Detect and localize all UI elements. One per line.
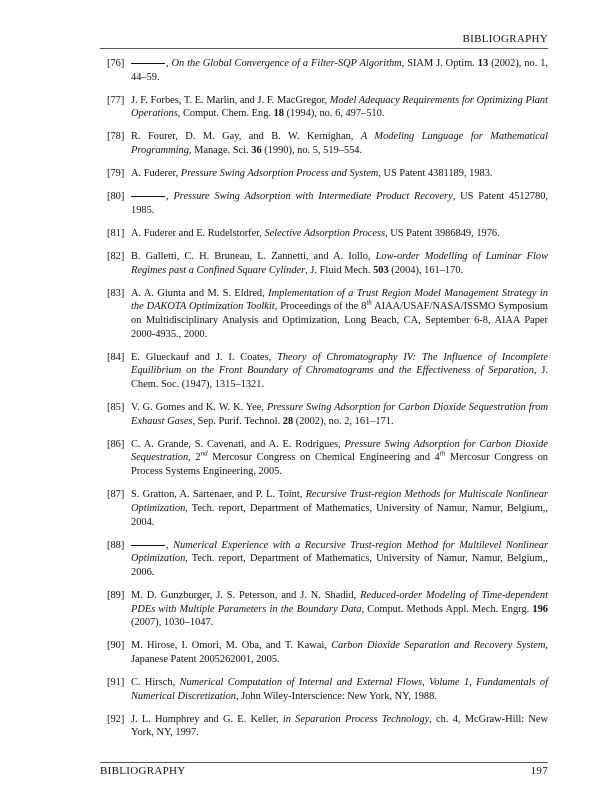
bib-volume: 28 [282, 415, 294, 427]
bib-text: , [166, 539, 174, 551]
same-author-dash [131, 63, 165, 64]
bib-text: Mercosur Congress on Chemical Engineering and 4 [207, 452, 440, 464]
bib-entry-label: [92] [107, 713, 125, 725]
bib-entry-label: [87] [107, 489, 125, 501]
same-author-dash [131, 545, 165, 546]
bib-text: (2002), no. 1, 44–59. [131, 58, 549, 83]
bib-volume: 36 [251, 145, 262, 157]
bib-title: A Modeling Language for Mathematical Programming [131, 131, 548, 157]
bib-text: , SIAM J. Optim. [401, 58, 478, 69]
bib-text: C. Hirsch, [131, 677, 180, 689]
bib-text: M. D. Gunzburger, J. S. Peterson, and J. N. Shadid, [131, 589, 361, 601]
bib-title: Carbon Dioxide Separation and Recovery System [331, 640, 546, 652]
bib-entry [100, 227, 548, 241]
bib-title: Theory of Chromatography IV: The Influence of Incomplete Equilibrium on the Front Boundary of Chromatograms and the Effectiveness of Separation [131, 351, 548, 377]
bib-text: , US Patent 4512780, 1985. [131, 191, 548, 216]
bib-text: E. Glueckauf and J. I. Coates, [131, 351, 278, 363]
superscript: th [439, 449, 446, 458]
superscript: nd [200, 449, 208, 458]
same-author-dash [131, 196, 165, 197]
footer-section-title: BIBLIOGRAPHY [100, 765, 186, 777]
bib-text: , US Patent 3986849, 1976. [385, 227, 500, 239]
running-header: BIBLIOGRAPHY [462, 33, 548, 45]
bib-text: S. Gratton, A. Sartenaer, and P. L. Toint, [131, 489, 306, 501]
bib-volume: 13 [477, 58, 489, 69]
bib-text: , Proceedings of the 8 [274, 301, 367, 313]
bib-text: V. G. Gomes and K. W. K. Yee, [131, 402, 267, 414]
bib-entry [100, 713, 548, 740]
bib-title: Numerical Computation of Internal and External Flows, Volume 1, Fundamentals of Numerical Discretization [131, 677, 548, 702]
bib-entry-label: [80] [107, 191, 125, 203]
bib-text: (2002), no. 2, 161–171. [293, 415, 394, 427]
bib-text: , Sep. Purif. Technol. [192, 415, 283, 427]
bib-title: Implementation of a Trust Region Model Management Strategy in the DAKOTA Optimization Toolkit [131, 287, 548, 313]
bib-text: AIAA/USAF/NASA/ISSMO Symposium on Multidisciplinary Analysis and Optimization, Long Beach, CA, September 6-8, AIAA Paper 2000-4935., 2000. [131, 301, 548, 340]
bib-volume: 18 [273, 108, 284, 120]
bib-entry [100, 94, 548, 121]
bib-text: , J. Fluid Mech. [305, 264, 374, 276]
footer-rule [100, 762, 548, 763]
bib-text: , [166, 58, 172, 69]
bib-entry [100, 250, 548, 277]
bib-text: A. A. Giunta and M. S. Eldred, [131, 287, 269, 299]
bib-entry [100, 167, 548, 181]
bib-entry [100, 539, 548, 580]
bib-entry [100, 287, 548, 342]
bib-text: (2007), 1030–1047. [131, 617, 214, 629]
bib-title: Reduced-order Modeling of Time-dependent PDEs with Multiple Parameters in the Boundary Data [131, 589, 548, 615]
bib-text: , 2 [188, 452, 201, 464]
bib-text: (1994), no. 6, 497–510. [283, 108, 385, 120]
bib-text: , Comput. Chem. Eng. [177, 108, 274, 120]
bib-title: Low-order Modelling of Laminar Flow Regimes past a Confined Square Cylinder [131, 250, 548, 276]
bib-title: Pressure Swing Adsorption Process and System [180, 168, 379, 180]
bib-text: Mercosur Congress on Process Systems Engineering, 2005. [131, 452, 548, 478]
bib-text: , [166, 191, 174, 203]
bib-entry-label: [84] [107, 351, 125, 363]
bib-text: M. Hirose, I. Omori, M. Oba, and T. Kawai, [131, 640, 332, 652]
bib-entry-label: [77] [107, 94, 125, 106]
bib-text: , J. Chem. Soc. (1947), 1315–1321. [131, 365, 548, 391]
bib-text: , Comput. Methods Appl. Mech. Engrg. [361, 603, 533, 615]
bib-text: R. Fourer, D. M. Gay, and B. W. Kernighan, [131, 131, 361, 143]
bib-volume: 503 [373, 264, 389, 276]
bib-text: (1990), no. 5, 519–554. [261, 145, 363, 157]
bib-entry [100, 57, 548, 84]
bib-entry [100, 438, 548, 479]
bib-entry [100, 130, 548, 157]
bib-volume: 196 [532, 603, 548, 615]
bib-entry [100, 190, 548, 217]
header-rule [100, 48, 548, 49]
bib-entry-label: [90] [107, 640, 125, 652]
bib-title: in Separation Process Technology [282, 713, 430, 725]
bib-text: C. A. Grande, S. Cavenati, and A. E. Rodrigues, [131, 438, 345, 450]
bib-text: A. Fuderer, [131, 168, 181, 180]
bib-title: Recursive Trust-region Methods for Multiscale Nonlinear Optimization [131, 489, 548, 514]
bib-entry-label: [78] [107, 131, 125, 143]
bib-title: On the Global Convergence of a Filter-SQP Algorithm [171, 58, 402, 69]
bib-entry-label: [82] [107, 250, 125, 262]
bib-text: , ch. 4, McGraw-Hill: New York, NY, 1997. [131, 713, 549, 739]
bib-text: , Manage. Sci. [188, 145, 252, 157]
bib-title: Selective Adsorption Process [264, 227, 386, 239]
bib-entry [100, 676, 548, 703]
page-footer [100, 765, 548, 777]
bib-title: Pressure Swing Adsorption for Carbon Dioxide Sequestration [131, 438, 548, 464]
bib-text: B. Galletti, C. H. Bruneau, L. Zannetti, and A. Iollo, [131, 250, 376, 262]
bib-text: J. F. Forbes, T. E. Marlin, and J. F. MacGregor, [131, 94, 330, 106]
bib-title: Model Adequacy Requirements for Optimizing Plant Operations [131, 94, 548, 120]
page-number: 197 [530, 765, 548, 777]
bib-entry-label: [89] [107, 589, 125, 601]
bib-entry [100, 351, 548, 392]
bib-entry [100, 639, 548, 666]
bib-text: , John Wiley-Interscience: New York, NY, 1988. [235, 690, 437, 702]
bib-title: Pressure Swing Adsorption for Carbon Dioxide Sequestration from Exhaust Gases [131, 402, 548, 427]
bib-entry-label: [85] [107, 402, 125, 414]
bib-entry-label: [91] [107, 677, 125, 689]
bib-entry [100, 401, 548, 428]
bib-entry-label: [83] [107, 287, 125, 299]
superscript: th [366, 298, 372, 307]
bib-text: (2004), 161–170. [388, 264, 464, 276]
bib-text: J. L. Humphrey and G. E. Keller, [131, 713, 283, 725]
bib-text: , Tech. report, Department of Mathematics, University of Namur, Namur, Belgium,, 2006. [131, 553, 548, 578]
bib-title: Numerical Experience with a Recursive Trust-region Method for Multilevel Nonlinear Optimization [131, 539, 548, 565]
bib-entry-label: [88] [107, 539, 125, 551]
bib-entry-label: [79] [107, 168, 125, 180]
bib-text: , US Patent 4381189, 1983. [378, 168, 493, 180]
bib-entry [100, 488, 548, 529]
bib-entry-label: [81] [107, 227, 125, 239]
bibliography-list [100, 57, 548, 749]
bib-entry-label: [76] [107, 58, 125, 69]
bib-text: , Japanese Patent 2005262001, 2005. [131, 640, 548, 666]
bib-entry [100, 589, 548, 630]
bib-entry-label: [86] [107, 438, 125, 450]
bib-text: , Tech. report, Department of Mathematics, University of Namur, Namur, Belgium,, 2004. [131, 502, 548, 528]
bib-text: A. Fuderer and E. Rudelstorfer, [131, 227, 265, 239]
bib-title: Pressure Swing Adsorption with Intermediate Product Recovery [173, 191, 453, 203]
